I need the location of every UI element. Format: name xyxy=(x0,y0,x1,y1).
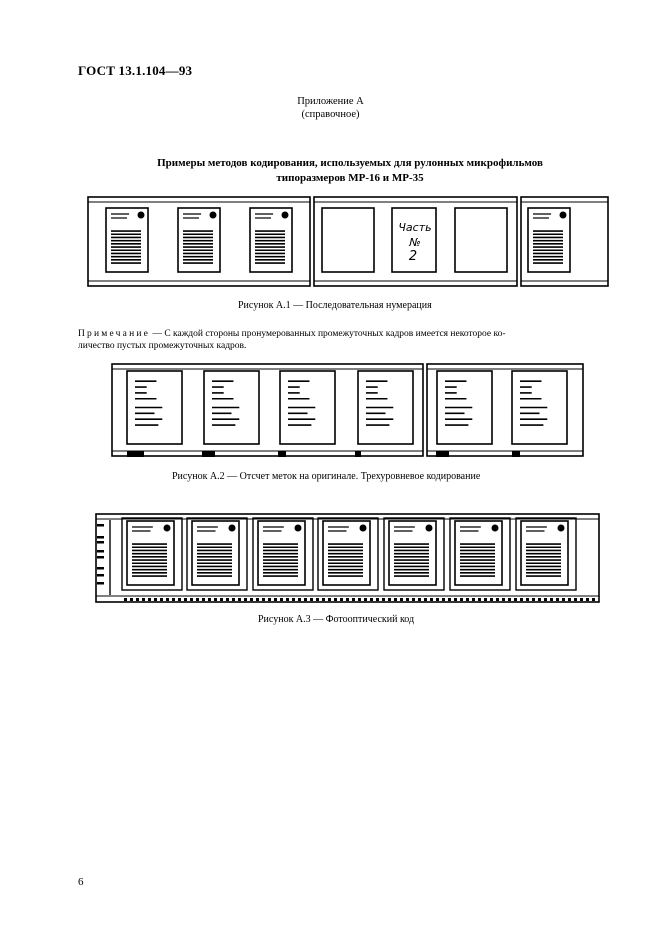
photo-code-tick xyxy=(550,598,553,601)
appendix-status: (справочное) xyxy=(301,109,360,120)
note-label: Примечание xyxy=(78,329,151,339)
photo-code-tick xyxy=(502,598,505,601)
frame-mark xyxy=(558,525,564,531)
photo-code-tick xyxy=(478,598,481,601)
photo-code-tick xyxy=(580,598,583,601)
target-frame-line1: Часть xyxy=(398,221,432,234)
photo-code-tick xyxy=(232,598,235,601)
standard-code: ГОСТ 13.1.104—93 xyxy=(78,63,193,78)
edge-code-mark xyxy=(97,550,104,553)
photo-code-tick xyxy=(364,598,367,601)
photo-code-tick xyxy=(484,598,487,601)
document-page-frame xyxy=(323,521,370,585)
photo-code-tick xyxy=(244,598,247,601)
photo-code-tick xyxy=(472,598,475,601)
photo-code-tick xyxy=(160,598,163,601)
target-frame-text xyxy=(398,221,431,264)
photo-code-tick xyxy=(256,598,259,601)
photo-code-tick xyxy=(268,598,271,601)
document-page-frame xyxy=(258,521,305,585)
photo-code-tick xyxy=(238,598,241,601)
frame-mark xyxy=(210,212,216,218)
photo-code-tick xyxy=(490,598,493,601)
blank-frame xyxy=(455,208,507,272)
blip-mark xyxy=(436,451,449,457)
note-text-line1: — С каждой стороны пронумерованных промежуточных кадров имеется некоторое ко- xyxy=(150,329,506,339)
document-page-frame xyxy=(106,208,148,272)
photo-code-tick xyxy=(508,598,511,601)
edge-code-mark xyxy=(97,567,104,570)
document-page-frame xyxy=(455,521,502,585)
document-page-frame xyxy=(250,208,292,272)
blip-mark xyxy=(202,451,215,457)
photo-code-tick xyxy=(226,598,229,601)
edge-code-mark xyxy=(97,524,104,527)
photo-code-tick xyxy=(310,598,313,601)
document-page-frame xyxy=(358,371,413,444)
photo-code-tick xyxy=(250,598,253,601)
frame-mark xyxy=(295,525,301,531)
photo-code-tick xyxy=(322,598,325,601)
photo-code-tick xyxy=(316,598,319,601)
photo-code-tick xyxy=(262,598,265,601)
target-frame-line2: № xyxy=(409,236,421,249)
photo-code-tick xyxy=(466,598,469,601)
photo-code-tick xyxy=(430,598,433,601)
figure-a3-caption: Рисунок А.3 — Фотооптический код xyxy=(258,614,415,625)
frame-mark xyxy=(164,525,170,531)
frame-mark xyxy=(138,212,144,218)
blip-mark xyxy=(355,451,361,457)
frame-mark xyxy=(426,525,432,531)
photo-code-tick xyxy=(358,598,361,601)
document-page-frame xyxy=(437,371,492,444)
photo-code-tick xyxy=(154,598,157,601)
photo-code-tick xyxy=(202,598,205,601)
blip-mark xyxy=(512,451,520,457)
photo-code-tick xyxy=(142,598,145,601)
target-frame-line3: 2 xyxy=(408,249,418,264)
photo-code-tick xyxy=(214,598,217,601)
photo-code-tick xyxy=(544,598,547,601)
photo-code-tick xyxy=(304,598,307,601)
photo-code-tick xyxy=(562,598,565,601)
edge-code-mark xyxy=(97,582,104,585)
photo-code-tick xyxy=(436,598,439,601)
section-heading-line1: Примеры методов кодирования, используемых для рулонных микрофильмов xyxy=(157,157,543,169)
photo-code-tick xyxy=(346,598,349,601)
photo-code-tick xyxy=(172,598,175,601)
photo-code-tick xyxy=(496,598,499,601)
document-page-frame xyxy=(178,208,220,272)
photo-code-tick xyxy=(418,598,421,601)
photo-code-tick xyxy=(532,598,535,601)
photo-code-tick xyxy=(514,598,517,601)
photo-code-tick xyxy=(388,598,391,601)
photo-code-tick xyxy=(568,598,571,601)
photo-code-tick xyxy=(406,598,409,601)
frame-mark xyxy=(229,525,235,531)
document-page-frame xyxy=(528,208,570,272)
photo-code-tick xyxy=(340,598,343,601)
figure-a2-caption: Рисунок А.2 — Отсчет меток на оригинале. Трехуровневое кодирование xyxy=(172,471,481,482)
photo-code-tick xyxy=(454,598,457,601)
document-page-frame xyxy=(280,371,335,444)
photo-code-tick xyxy=(520,598,523,601)
document-page-frame xyxy=(127,371,182,444)
photo-code-tick xyxy=(334,598,337,601)
note-line2: личество пустых промежуточных кадров. xyxy=(78,341,247,351)
photo-code-tick xyxy=(124,598,127,601)
section-heading-line2: типоразмеров МР-16 и МР-35 xyxy=(276,172,424,184)
photo-code-tick xyxy=(460,598,463,601)
figure-a1-caption: Рисунок А.1 — Последовательная нумерация xyxy=(238,300,432,311)
document-page-frame xyxy=(521,521,568,585)
film-strip xyxy=(112,364,423,456)
document-page-frame xyxy=(389,521,436,585)
photo-code-tick xyxy=(382,598,385,601)
film-strip xyxy=(427,364,583,456)
photo-code-tick xyxy=(286,598,289,601)
photo-code-tick xyxy=(184,598,187,601)
photo-code-tick xyxy=(292,598,295,601)
photo-code-tick xyxy=(328,598,331,601)
document-page-frame xyxy=(512,371,567,444)
photo-code-tick xyxy=(412,598,415,601)
photo-code-tick xyxy=(352,598,355,601)
photo-code-tick xyxy=(394,598,397,601)
photo-code-tick xyxy=(586,598,589,601)
photo-code-tick xyxy=(274,598,277,601)
photo-code-tick xyxy=(136,598,139,601)
photo-code-tick xyxy=(190,598,193,601)
photo-code-tick xyxy=(448,598,451,601)
photo-code-tick xyxy=(556,598,559,601)
photo-code-tick xyxy=(148,598,151,601)
edge-code-mark xyxy=(97,536,104,539)
photo-code-tick xyxy=(130,598,133,601)
photo-code-tick xyxy=(280,598,283,601)
frame-mark xyxy=(492,525,498,531)
photo-code-tick xyxy=(166,598,169,601)
photo-code-tick xyxy=(178,598,181,601)
figure-a2-filmstrip xyxy=(0,360,661,465)
blip-mark xyxy=(278,451,286,457)
blank-frame xyxy=(322,208,374,272)
document-page-frame xyxy=(204,371,259,444)
photo-code-tick xyxy=(208,598,211,601)
note-line1 xyxy=(78,328,618,340)
figure-a3-filmstrip xyxy=(0,510,661,610)
photo-code-tick xyxy=(376,598,379,601)
appendix-title: Приложение А xyxy=(297,96,364,107)
page-number: 6 xyxy=(78,876,84,888)
photo-code-tick xyxy=(538,598,541,601)
photo-code-tick xyxy=(400,598,403,601)
edge-code-mark xyxy=(97,541,104,544)
edge-code-mark xyxy=(97,556,104,559)
figure-a1-filmstrip xyxy=(0,195,661,295)
frame-mark xyxy=(560,212,566,218)
photo-code-tick xyxy=(526,598,529,601)
photo-code-tick xyxy=(424,598,427,601)
document-page-frame xyxy=(192,521,239,585)
document-page-frame xyxy=(127,521,174,585)
edge-code-mark xyxy=(97,574,104,577)
photo-code-tick xyxy=(298,598,301,601)
photo-code-tick xyxy=(220,598,223,601)
photo-code-tick xyxy=(442,598,445,601)
photo-code-tick xyxy=(592,598,595,601)
frame-mark xyxy=(282,212,288,218)
photo-code-tick xyxy=(574,598,577,601)
photo-code-tick xyxy=(196,598,199,601)
frame-mark xyxy=(360,525,366,531)
blip-mark xyxy=(127,451,144,457)
photo-code-tick xyxy=(370,598,373,601)
